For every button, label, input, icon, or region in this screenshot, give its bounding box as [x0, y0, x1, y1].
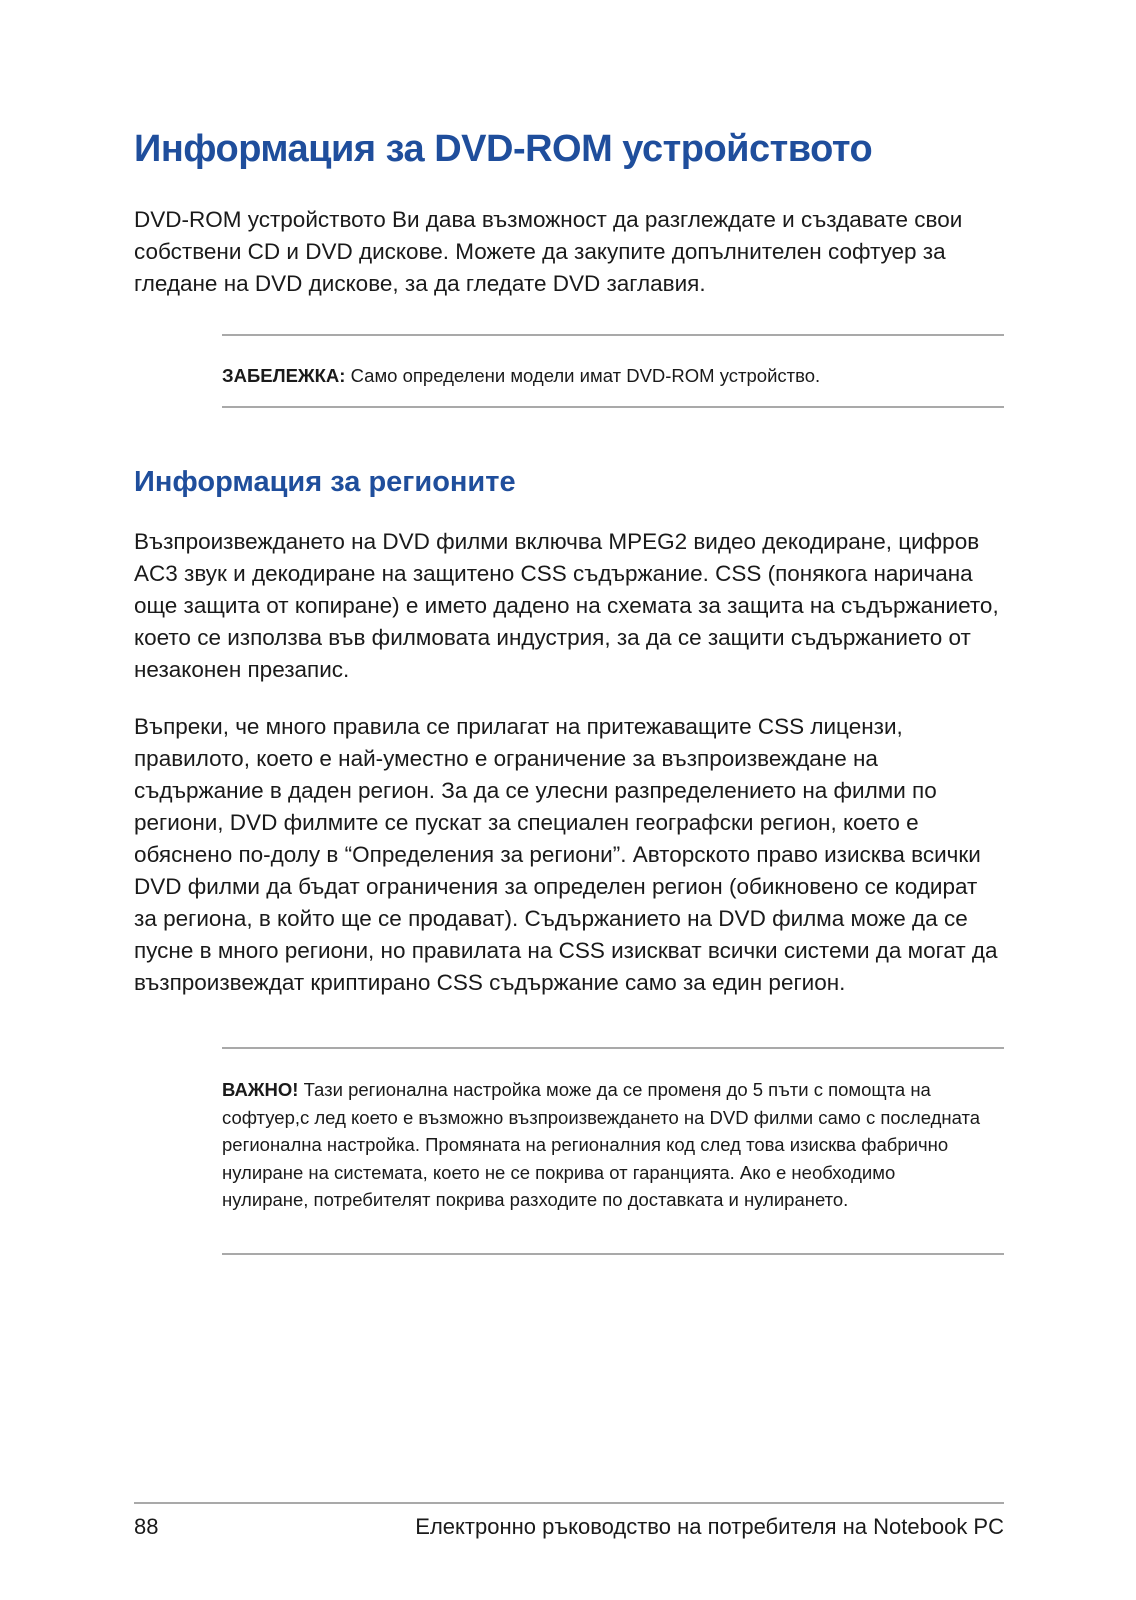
page-number: 88 [134, 1514, 159, 1539]
page-title: Информация за DVD-ROM устройството [134, 128, 873, 170]
section-title: Информация за регионите [134, 466, 516, 498]
note-text: Само определени модели имат DVD-ROM устройство. [345, 365, 821, 386]
region-paragraph-1: Възпроизвеждането на DVD филми включва MPEG2 видео декодиране, цифров AC3 звук и декодиране на защитено CSS съдържание. CSS (понякога наричана още защита от копиране) е името дадено на схемата за защита на съдържанието, което се използва във филмовата индустрия, за да се защити съдържанието от незаконен презапис. [134, 529, 999, 682]
region-paragraph-2: Въпреки, че много правила се прилагат на притежаващите CSS лицензи, правилото, което е най-уместно е ограничение за възпроизвеждане на съдържание в даден регион. За да се улесни разпределението на филми по региони, DVD филмите се пускат за специален географски регион, което е обяснено по-долу в “Определения за региони”. Авторското право изисква всички DVD филми да бъдат ограничения за определен регион (обикновено се кодират за региона, в който ще се продават). Съдържанието на DVD филма може да се пусне в много региони, но правилата на CSS изискват всички системи да могат да възпроизвеждат криптирано CSS съдържание само за един регион. [134, 714, 998, 995]
note-bottom-divider [222, 406, 1004, 408]
important-label: ВАЖНО! [222, 1079, 299, 1100]
footer-divider [134, 1502, 1004, 1504]
important-top-divider [222, 1047, 1004, 1049]
important-bottom-divider [222, 1253, 1004, 1255]
intro-paragraph: DVD-ROM устройството Ви дава възможност да разглеждате и създавате свои собствени CD и DVD дискове. Можете да закупите допълнителен софтуер за гледане на DVD дискове, за да гледате DVD заглавия. [134, 207, 963, 296]
note-top-divider [222, 334, 1004, 336]
note-label: ЗАБЕЛЕЖКА: [222, 365, 346, 386]
footer-manual-title: Електронно ръководство на потребителя на Notebook PC [415, 1514, 1004, 1539]
important-box [222, 1076, 982, 1214]
important-text: Тази регионална настройка може да се променя до 5 пъти с помощта на софтуер,с лед което е възможно възпроизвеждането на DVD филми само с последната регионална настройка. Промяната на регионалния код след това изисква фабрично нулиране на системата, което не се покрива от гаранцията. Ако е необходимо нулиране, потребителят покрива разходите по доставката и нулирането. [222, 1079, 981, 1210]
note-box [222, 362, 982, 390]
